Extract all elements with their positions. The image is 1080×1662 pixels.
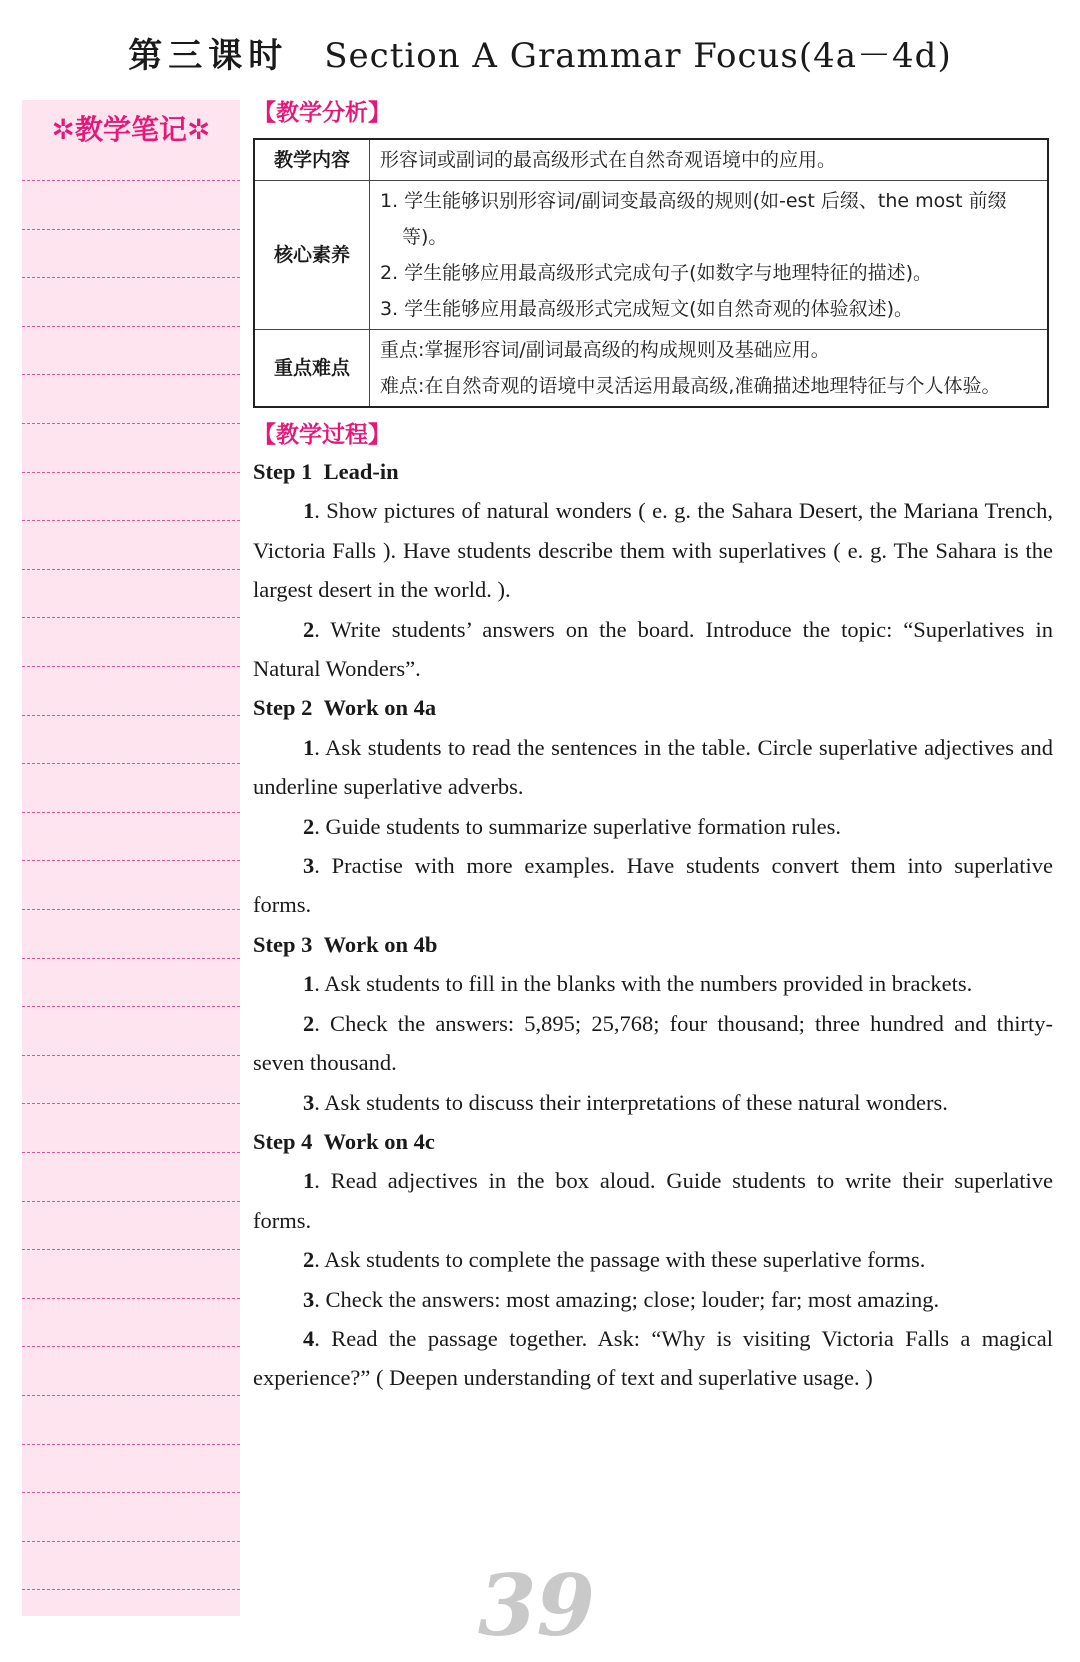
- notes-sidebar-title: ✲教学笔记✲: [51, 113, 211, 146]
- note-line: [22, 326, 240, 327]
- row-label-literacy: 核心素养: [254, 181, 370, 330]
- note-line: [22, 569, 240, 570]
- literacy-line-3: 3. 学生能够应用最高级形式完成短文(如自然奇观的体验叙述)。: [380, 298, 913, 320]
- table-row: [254, 139, 1048, 181]
- note-line: [22, 277, 240, 278]
- step-1-item-2: 2. Write students’ answers on the board. Introduce the topic: “Superlatives in Natural Wonders”.: [253, 616, 1053, 682]
- step-3-heading: Step 3 Work on 4b: [253, 931, 438, 957]
- note-line: [22, 715, 240, 716]
- step-4-item-4: 4. Read the passage together. Ask: “Why is visiting Victoria Falls a magical experience?” ( Deepen understanding of text and superlative usage. ): [253, 1325, 1053, 1391]
- step-4-item-3: 3. Check the answers: most amazing; close; louder; far; most amazing.: [303, 1286, 940, 1312]
- note-line: [22, 1298, 240, 1299]
- step-1-item-1: 1. Show pictures of natural wonders ( e. g. the Sahara Desert, the Mariana Trench, Victoria Falls ). Have students describe them with superlatives ( e. g. The Sahara is the largest desert in the world. ).: [253, 498, 1053, 603]
- analysis-heading: 【教学分析】: [253, 100, 391, 126]
- note-line: [22, 1541, 240, 1542]
- analysis-table: [253, 138, 1049, 408]
- note-line: [22, 812, 240, 813]
- row-label-focus: 重点难点: [254, 330, 370, 408]
- row-body-content: [370, 139, 1049, 181]
- note-line: [22, 1103, 240, 1104]
- note-line: [22, 1492, 240, 1493]
- row-label-content: 教学内容: [254, 139, 370, 181]
- note-line: [22, 1201, 240, 1202]
- lesson-title-en: Section A Grammar Focus(4a－4d): [324, 36, 952, 76]
- main-content: [253, 96, 1053, 1398]
- note-line: [22, 617, 240, 618]
- note-line: [22, 666, 240, 667]
- note-line: [22, 1152, 240, 1153]
- literacy-line-1: 1. 学生能够识别形容词/副词变最高级的规则(如-est 后缀、the most 前缀等)。: [380, 190, 1007, 248]
- table-row: [254, 181, 1048, 330]
- note-line: [22, 1395, 240, 1396]
- row-body-literacy: [370, 181, 1049, 330]
- note-line: [22, 1444, 240, 1445]
- focus-line-key: 重点:掌握形容词/副词最高级的构成规则及基础应用。: [380, 339, 830, 361]
- note-line: [22, 374, 240, 375]
- note-line: [22, 1249, 240, 1250]
- notes-sidebar: [22, 100, 240, 1616]
- note-line: [22, 860, 240, 861]
- note-line: [22, 909, 240, 910]
- note-line: [22, 520, 240, 521]
- note-line: [22, 763, 240, 764]
- step-3-item-3: 3. Ask students to discuss their interpretations of these natural wonders.: [303, 1089, 948, 1115]
- process-heading: 【教学过程】: [253, 422, 391, 448]
- note-line: [22, 229, 240, 230]
- step-4-heading: Step 4 Work on 4c: [253, 1128, 435, 1154]
- table-row: [254, 330, 1048, 408]
- note-line: [22, 1055, 240, 1056]
- focus-line-difficult: 难点:在自然奇观的语境中灵活运用最高级,准确描述地理特征与个人体验。: [380, 375, 1001, 397]
- note-line: [22, 958, 240, 959]
- note-line: [22, 1006, 240, 1007]
- step-3-item-2: 2. Check the answers: 5,895; 25,768; four thousand; three hundred and thirty-seven thousand.: [253, 1010, 1053, 1076]
- note-line: [22, 180, 240, 181]
- page-title: [0, 28, 1080, 77]
- step-1-heading: Step 1 Lead-in: [253, 459, 399, 484]
- step-2-heading: Step 2 Work on 4a: [253, 695, 437, 721]
- process-body: [253, 452, 1053, 1398]
- note-line: [22, 472, 240, 473]
- content-line: 形容词或副词的最高级形式在自然奇观语境中的应用。: [380, 149, 837, 171]
- step-2-item-3: 3. Practise with more examples. Have students convert them into superlative forms.: [253, 853, 1053, 918]
- step-4-item-1: 1. Read adjectives in the box aloud. Guide students to write their superlative forms.: [253, 1168, 1053, 1233]
- step-4-item-2: 2. Ask students to complete the passage with these superlative forms.: [303, 1247, 926, 1273]
- step-2-item-2: 2. Guide students to summarize superlative formation rules.: [303, 813, 842, 839]
- step-3-item-1: 1. Ask students to fill in the blanks with the numbers provided in brackets.: [303, 971, 973, 997]
- note-line: [22, 1589, 240, 1590]
- lesson-label-cn: 第三课时: [128, 36, 289, 76]
- row-body-focus: [370, 330, 1049, 408]
- page-number: 39: [478, 1556, 595, 1655]
- note-line: [22, 423, 240, 424]
- literacy-line-2: 2. 学生能够应用最高级形式完成句子(如数字与地理特征的描述)。: [380, 262, 932, 284]
- step-2-item-1: 1. Ask students to read the sentences in the table. Circle superlative adjectives and underline superlative adverbs.: [253, 734, 1053, 800]
- note-line: [22, 1346, 240, 1347]
